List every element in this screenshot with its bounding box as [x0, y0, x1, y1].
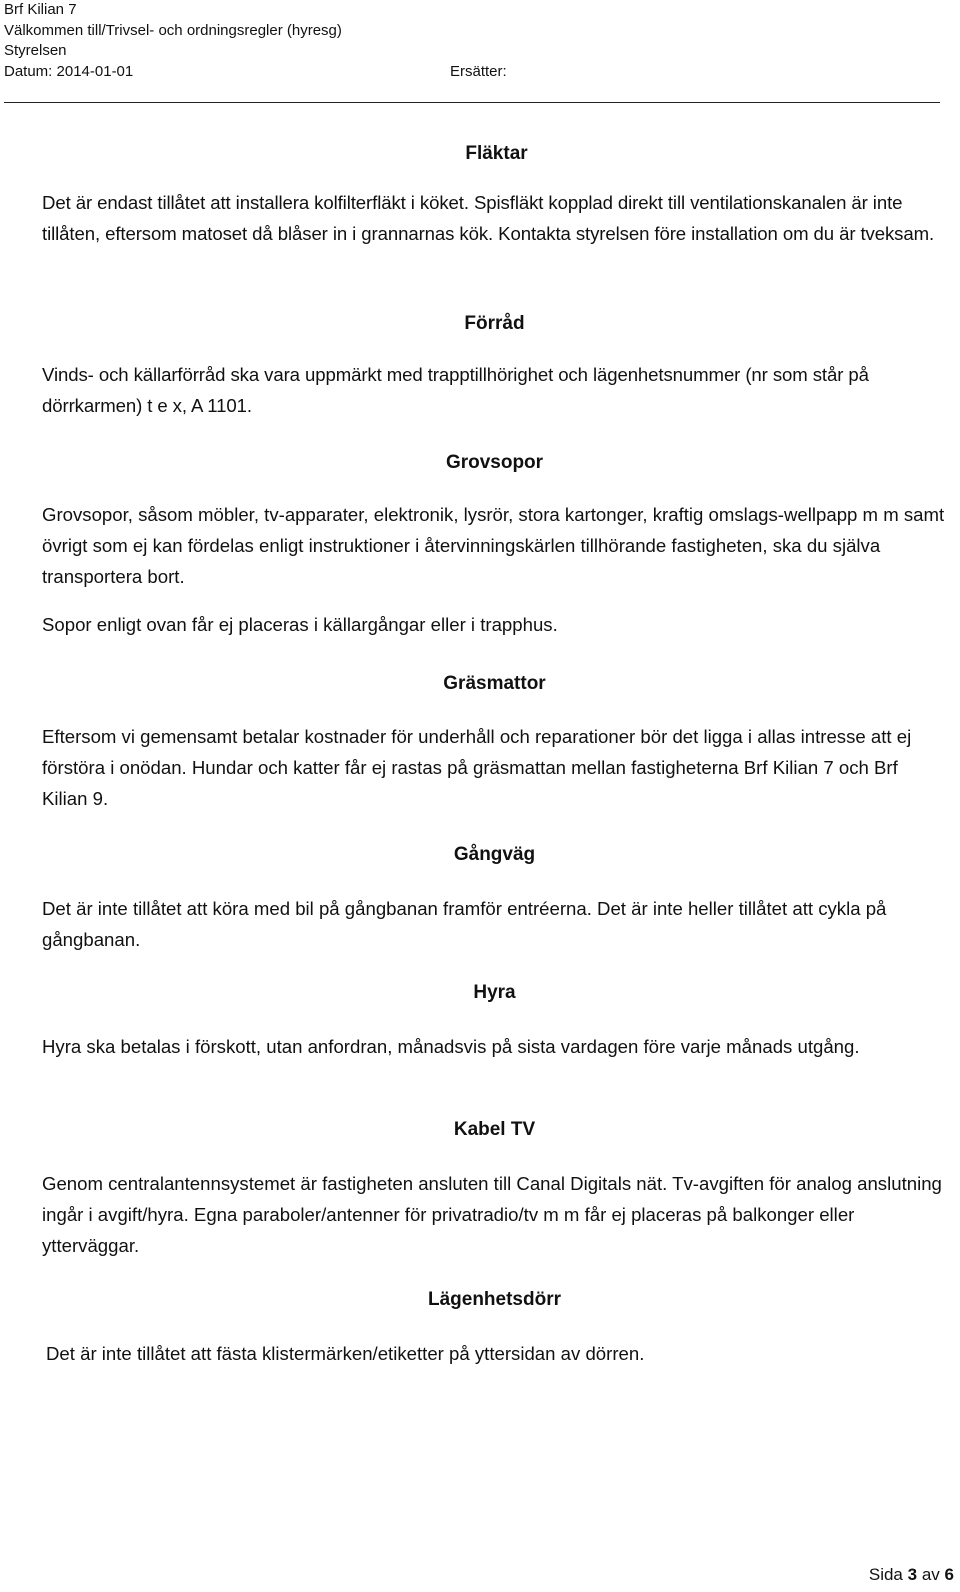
header-org: Brf Kilian 7 — [4, 1, 77, 18]
header-date-row — [4, 62, 944, 83]
section-heading: Gräsmattor — [443, 673, 546, 694]
section-heading: Kabel TV — [453, 1119, 536, 1140]
section-paragraph: Det är inte tillåtet att fästa klistermärken/etiketter på yttersidan av dörren. — [46, 1343, 645, 1364]
section-heading: Grovsopor — [445, 452, 544, 473]
section-hyra — [42, 981, 947, 1062]
section-grovsopor — [42, 451, 947, 640]
header-owner: Styrelsen — [4, 42, 67, 59]
section-grasmattor — [42, 672, 947, 814]
page-number — [869, 1564, 954, 1586]
of-word: av — [921, 1565, 940, 1584]
section-heading: Förråd — [464, 313, 525, 334]
section-paragraph: Genom centralantennsystemet är fastigheten ansluten till Canal Digitals nät. Tv-avgiften för analog anslutning ingår i avgift/hyra. Egna paraboler/antenner för privatradio/tv m m får ej placeras på balkonger eller ytterväggar. — [42, 1173, 942, 1256]
page-current: 3 — [907, 1565, 918, 1584]
section-heading: Hyra — [473, 982, 516, 1003]
document-header — [4, 0, 944, 82]
page-total: 6 — [944, 1565, 954, 1584]
section-kabel-tv — [42, 1118, 947, 1261]
section-heading: Lägenhetsdörr — [427, 1289, 562, 1310]
section-forrad — [42, 312, 947, 421]
section-heading: Gångväg — [453, 844, 536, 865]
section-lagenhetsdorr — [42, 1288, 947, 1369]
header-divider — [4, 102, 940, 103]
header-date: Datum: 2014-01-01 — [4, 62, 134, 80]
page-word: Sida — [868, 1565, 903, 1584]
section-paragraph: Vinds- och källarförråd ska vara uppmärkt med trapptillhörighet och lägenhetsnummer (nr som står på dörrkarmen) t e x, A 1101. — [42, 364, 869, 416]
section-paragraph: Hyra ska betalas i förskott, utan anfordran, månadsvis på sista vardagen före varje månads utgång. — [42, 1036, 860, 1057]
section-paragraph: Det är inte tillåtet att köra med bil på gångbanan framför entréerna. Det är inte heller tillåtet att cykla på gångbanan. — [42, 898, 887, 950]
section-paragraph: Det är endast tillåtet att installera kolfilterfläkt i köket. Spisfläkt kopplad direkt till ventilationskanalen är inte tillåten, eftersom matoset då blåser in i grannarnas kök. Kontakta styrelsen före installation om du är tveksam. — [42, 192, 935, 244]
section-paragraph: Sopor enligt ovan får ej placeras i källargångar eller i trapphus. — [42, 614, 558, 635]
section-gangvag — [42, 843, 947, 955]
header-doc-title: Välkommen till/Trivsel- och ordningsregler (hyresg) — [4, 21, 342, 39]
section-paragraph: Eftersom vi gemensamt betalar kostnader för underhåll och reparationer bör det ligga i allas intresse att ej förstöra i onödan. Hundar och katter får ej rastas på gräsmattan mellan fastigheterna Brf Kilian 7 och Brf Kilian 9. — [42, 726, 912, 809]
section-heading: Fläktar — [465, 143, 528, 164]
section-flaktar — [42, 142, 947, 249]
header-replaces: Ersätter: — [450, 62, 507, 80]
section-paragraph: Grovsopor, såsom möbler, tv-apparater, elektronik, lysrör, stora kartonger, kraftig omslags-wellpapp m m samt övrigt som ej kan fördelas enligt instruktioner i återvinningskärlen tillhörande fastigheten, ska du själva transportera bort. — [42, 504, 945, 587]
